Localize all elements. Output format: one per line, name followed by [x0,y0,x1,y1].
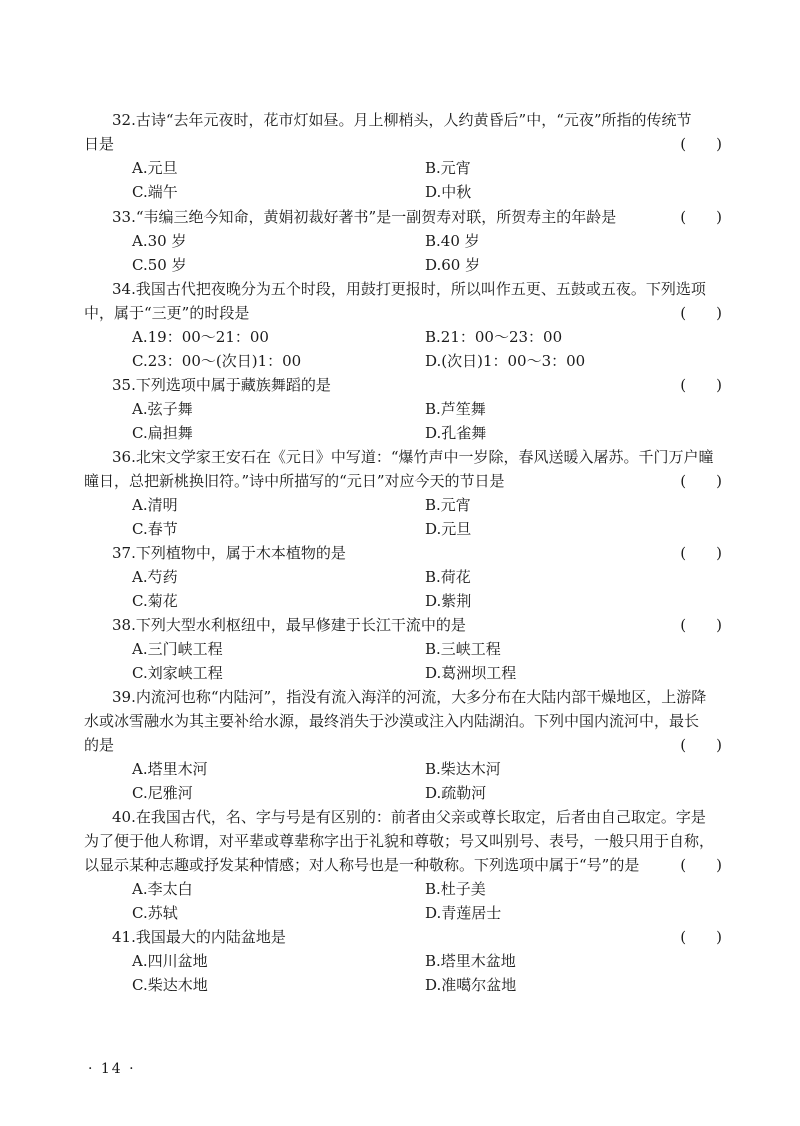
stem-line: 35.下列选项中属于藏族舞蹈的是 ( ) [112,373,722,397]
option-d: D.青莲居士 [425,904,502,922]
question-stem [84,805,722,877]
answer-bracket: ( ) [680,304,722,322]
option-a: A.19：00～21：00 [132,328,269,346]
option-a: A.元旦 [132,159,178,177]
answer-bracket: ( ) [680,544,722,562]
option-d: D.紫荆 [425,592,472,610]
question-40 [84,805,722,925]
option-c: C.23：00～(次日)1：00 [132,352,302,370]
option-d: D.元旦 [425,520,472,538]
question-37 [112,541,722,613]
options [112,637,722,685]
option-c: C.50 岁 [132,256,187,274]
answer-bracket: ( ) [680,208,722,226]
answer-bracket: ( ) [680,736,722,754]
option-d: D.准噶尔盆地 [425,976,517,994]
question-32 [84,108,722,204]
stem-line: 36.北宋文学家王安石在《元日》中写道：“爆竹声中一岁除，春风送暖入屠苏。千门万户曈 [112,448,714,466]
stem-line: 为了便于他人称谓，对平辈或尊辈称字出于礼貌和尊敬；号又叫别号、表号，一般只用于自称， [84,832,715,850]
options [112,565,722,613]
answer-bracket: ( ) [680,376,722,394]
question-stem [112,205,722,229]
option-b: B.荷花 [425,568,471,586]
option-b: B.元宵 [425,496,471,514]
stem-line: 以显示某种志趣或抒发某种情感；对人称号也是一种敬称。下列选项中属于“号”的是 ( ) [84,853,722,877]
option-d: D.(次日)1：00～3：00 [425,352,586,370]
option-d: D.葛洲坝工程 [425,664,517,682]
options [112,397,722,445]
stem-line: 34.我国古代把夜晚分为五个时段，用鼓打更报时，所以叫作五更、五鼓或五夜。下列选项 [112,280,706,298]
question-35 [112,373,722,445]
question-stem [112,541,722,565]
option-b: B.21：00～23：00 [425,328,563,346]
option-c: C.柴达木地 [132,976,208,994]
question-stem [84,445,722,493]
options [112,877,722,925]
option-a: A.四川盆地 [132,952,208,970]
options [112,493,722,541]
stem-line: 39.内流河也称“内陆河”，指没有流入海洋的河流，大多分布在大陆内部干燥地区，上游降 [112,688,707,706]
stem-line: 41.我国最大的内陆盆地是 ( ) [112,925,722,949]
question-41 [112,925,722,997]
option-a: A.塔里木河 [132,760,208,778]
options [112,325,722,373]
option-b: B.40 岁 [425,232,480,250]
answer-bracket: ( ) [680,928,722,946]
option-d: D.孔雀舞 [425,424,487,442]
question-stem [112,373,722,397]
stem-line: 曈日，总把新桃换旧符。”诗中所描写的“元日”对应今天的节日是 ( ) [84,469,722,493]
option-c: C.刘家峡工程 [132,664,223,682]
option-a: A.弦子舞 [132,400,193,418]
question-stem [84,277,722,325]
answer-bracket: ( ) [680,135,722,153]
stem-line: 日是 ( ) [84,132,722,156]
option-d: D.60 岁 [425,256,481,274]
question-stem [112,925,722,949]
stem-line: 的是 ( ) [84,733,722,757]
option-b: B.杜子美 [425,880,486,898]
option-b: B.元宵 [425,159,471,177]
option-b: B.柴达木河 [425,760,501,778]
option-b: B.塔里木盆地 [425,952,516,970]
option-b: B.三峡工程 [425,640,501,658]
option-b: B.芦笙舞 [425,400,486,418]
answer-bracket: ( ) [680,856,722,874]
question-36 [84,445,722,541]
stem-line: 38.下列大型水利枢纽中，最早修建于长江干流中的是 ( ) [112,613,722,637]
answer-bracket: ( ) [680,616,722,634]
stem-line: 37.下列植物中，属于木本植物的是 ( ) [112,541,722,565]
question-38 [112,613,722,685]
options [112,757,722,805]
option-d: D.中秋 [425,183,472,201]
question-39 [84,685,722,805]
option-c: C.扁担舞 [132,424,193,442]
stem-line: 33.“韦编三绝今知命，黄娟初裁好著书”是一副贺寿对联，所贺寿主的年龄是 ( ) [112,205,722,229]
stem-line: 水或冰雪融水为其主要补给水源，最终消失于沙漠或注入内陆湖泊。下列中国内流河中，最长 [84,712,700,730]
option-c: C.端午 [132,183,178,201]
options [112,156,722,204]
answer-bracket: ( ) [680,472,722,490]
question-33 [112,205,722,277]
option-a: A.清明 [132,496,178,514]
option-a: A.李太白 [132,880,193,898]
option-a: A.芍药 [132,568,178,586]
question-stem [84,108,722,156]
option-a: A.三门峡工程 [132,640,223,658]
options [112,229,722,277]
option-d: D.疏勒河 [425,784,487,802]
options [112,949,722,997]
stem-line: 中，属于“三更”的时段是 ( ) [84,301,722,325]
option-a: A.30 岁 [132,232,187,250]
question-34 [84,277,722,373]
question-stem [112,613,722,637]
page-number: · 14 · [88,1061,136,1077]
option-c: C.春节 [132,520,178,538]
option-c: C.菊花 [132,592,178,610]
option-c: C.苏轼 [132,904,178,922]
stem-line: 32.古诗“去年元夜时，花市灯如昼。月上柳梢头，人约黄昏后”中，“元夜”所指的传统节 [112,111,692,129]
stem-line: 40.在我国古代，名、字与号是有区别的：前者由父亲或尊长取定，后者由自己取定。字是 [112,808,706,826]
question-stem [84,685,722,757]
option-c: C.尼雅河 [132,784,193,802]
